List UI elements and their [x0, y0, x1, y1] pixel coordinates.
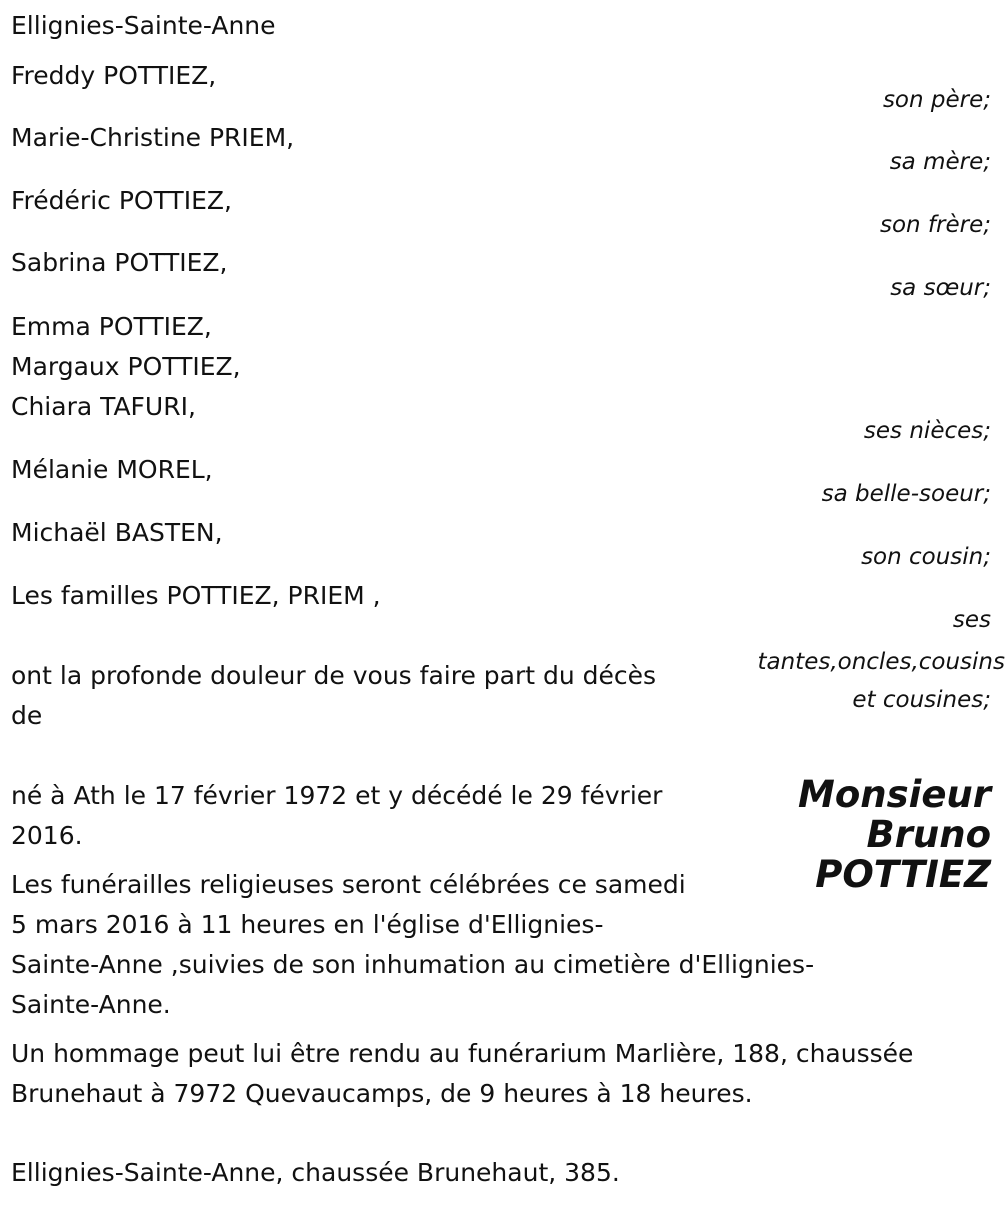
- deceased-last-name: POTTIEZ: [815, 853, 991, 896]
- family-name: Chiara TAFURI,: [11, 392, 196, 421]
- homage-line: Brunehaut à 7972 Quevaucamps, de 9 heures à 18 heures.: [11, 1079, 753, 1108]
- family-relation: sa belle-soeur;: [821, 481, 991, 507]
- family-name: Emma POTTIEZ,: [11, 312, 212, 341]
- family-relation: et cousines;: [852, 687, 991, 713]
- birth-death-line: 2016.: [11, 821, 83, 850]
- family-name: Marie-Christine PRIEM,: [11, 123, 295, 152]
- family-name: Frédéric POTTIEZ,: [11, 186, 232, 215]
- address-line: Ellignies-Sainte-Anne, chaussée Brunehaut, 385.: [11, 1158, 620, 1187]
- family-name: Michaël BASTEN,: [11, 518, 223, 547]
- family-relation: ses: [952, 607, 991, 633]
- deceased-title: Monsieur: [798, 773, 991, 816]
- birth-death-line: né à Ath le 17 février 1972 et y décédé le 29 février: [11, 781, 663, 810]
- announcement-line: de: [11, 701, 43, 730]
- funeral-line: Sainte-Anne ,suivies de son inhumation au cimetière d'Ellignies-: [11, 950, 815, 979]
- family-relation: son frère;: [879, 212, 991, 238]
- family-name: Les familles POTTIEZ, PRIEM ,: [11, 581, 381, 610]
- funeral-line: 5 mars 2016 à 11 heures en l'église d'Ellignies-: [11, 910, 604, 939]
- family-name: Freddy POTTIEZ,: [11, 61, 217, 90]
- family-relation: sa mère;: [889, 149, 991, 175]
- announcement-line: ont la profonde douleur de vous faire part du décès: [11, 661, 657, 690]
- funeral-line: Sainte-Anne.: [11, 990, 171, 1019]
- family-name: Mélanie MOREL,: [11, 455, 213, 484]
- family-name: Sabrina POTTIEZ,: [11, 248, 228, 277]
- location-header: Ellignies-Sainte-Anne: [11, 11, 276, 40]
- deceased-first-name: Bruno: [866, 813, 991, 856]
- family-relation: tantes,oncles,cousins: [757, 649, 1005, 675]
- funeral-line: Les funérailles religieuses seront célébrées ce samedi: [11, 870, 686, 899]
- family-relation: ses nièces;: [863, 418, 991, 444]
- deceased-name: [798, 775, 991, 895]
- family-name: Margaux POTTIEZ,: [11, 352, 241, 381]
- family-relation: son cousin;: [861, 544, 991, 570]
- family-relation: son père;: [882, 87, 991, 113]
- homage-line: Un hommage peut lui être rendu au funérarium Marlière, 188, chaussée: [11, 1039, 914, 1068]
- family-relation: sa sœur;: [890, 275, 991, 301]
